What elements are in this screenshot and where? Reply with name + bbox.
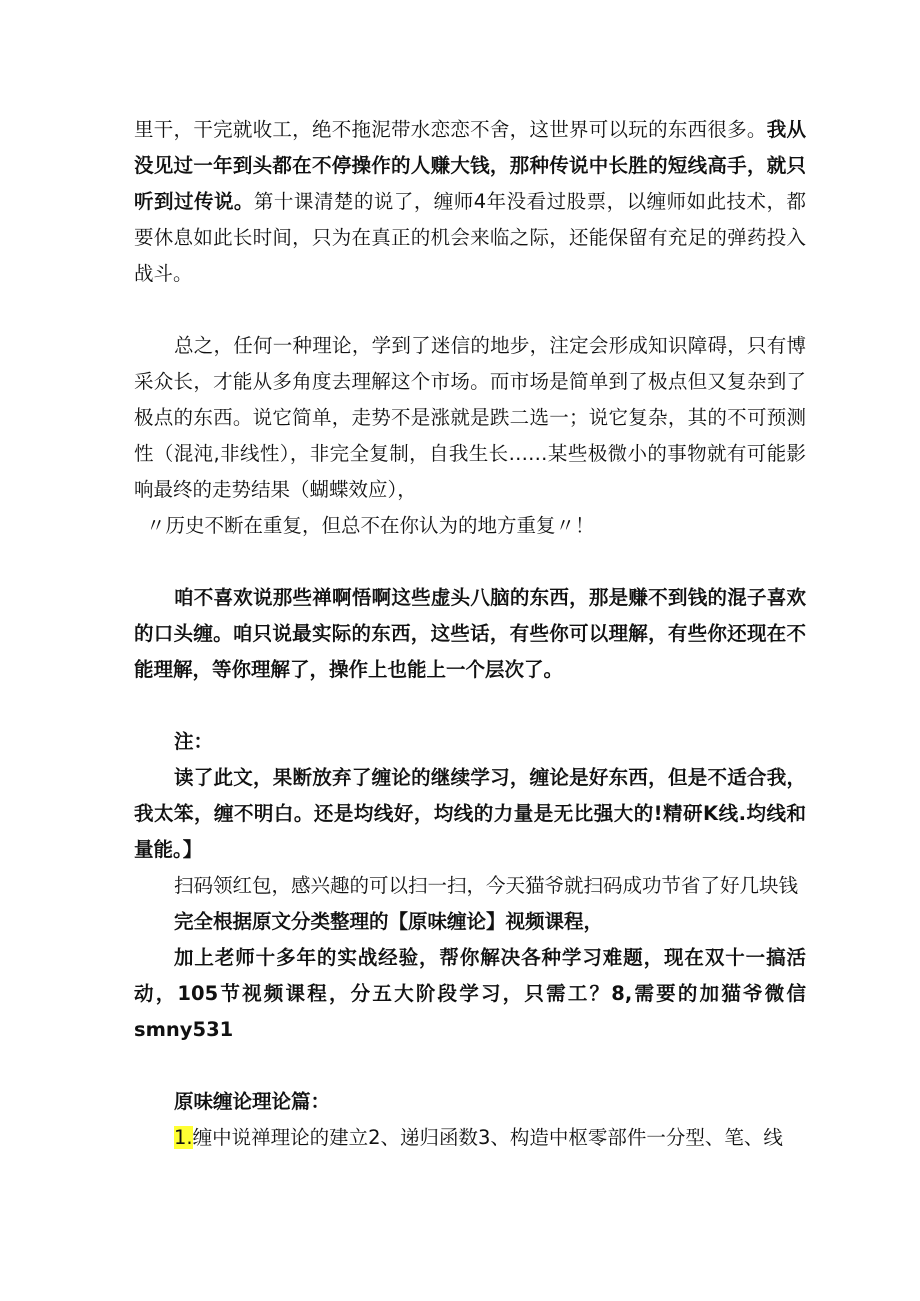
note-label: 注： — [174, 730, 214, 753]
paragraph-theory-summary — [134, 328, 806, 508]
paragraph-text: 里干，干完就收工，绝不拖泥带水恋恋不舍，这世界可以玩的东西很多。 — [134, 118, 767, 141]
promo-scan: 扫码领红包，感兴趣的可以扫一扫，今天猫爷就扫码成功节省了好几块钱 — [174, 874, 799, 897]
theory-list-item — [134, 1120, 806, 1156]
bold-statement: 我从没见过一年到头都在不停操作的人赚大钱，那种传说中长胜的短线高手，就只听到过传说。 — [134, 118, 806, 213]
note-text: 读了此文，果断放弃了缠论的继续学习，缠论是好东西，但是不适合我，我太笨，缠不明白。还是均线好，均线的力量是无比强大的!精研K线.均线和量能。】 — [134, 766, 806, 861]
paragraph-practical — [134, 580, 806, 688]
theory-item-text: 缠中说禅理论的建立2、递归函数3、构造中枢零部件一分型、笔、线 — [192, 1126, 783, 1149]
history-quote — [146, 508, 806, 544]
document-body — [134, 112, 806, 1156]
course-description: 加上老师十多年的实战经验，帮你解决各种学习难题，现在双十一搞活动，105节视频课程，分五大阶段学习，只需工？8,需要的加猫爷微信smny531 — [134, 946, 806, 1041]
course-title: 完全根据原文分类整理的【原味缠论】视频课程， — [174, 910, 604, 933]
paragraph-rest-advice — [134, 112, 806, 292]
quote-text: 〃历史不断在重复，但总不在你认为的地方重复〃！ — [146, 514, 595, 537]
paragraph-text: 总之，任何一种理论，学到了迷信的地步，注定会形成知识障碍，只有博采众长，才能从多角度去理解这个市场。而市场是简单到了极点但又复杂到了极点的东西。说它简单，走势不是涨就是跌二选一；说它复杂，其的不可预测性（混沌,非线性），非完全复制，自我生长……某些极微小的事物就有可能影响最终的走势结果（蝴蝶效应）， — [134, 334, 806, 501]
paragraph-text: 第十课清楚的说了，缠师4年没看过股票，以缠师如此技术，都要休息如此长时间，只为在真正的机会来临之际，还能保留有充足的弹药投入战斗。 — [134, 190, 806, 285]
highlighted-item-number: 1. — [174, 1126, 193, 1149]
paragraph-text: 咱不喜欢说那些禅啊悟啊这些虚头八脑的东西，那是赚不到钱的混子喜欢的口头缠。咱只说最实际的东西，这些话，有些你可以理解，有些你还现在不能理解，等你理解了，操作上也能上一个层次了。 — [134, 586, 806, 681]
theory-heading: 原味缠论理论篇： — [174, 1090, 331, 1113]
